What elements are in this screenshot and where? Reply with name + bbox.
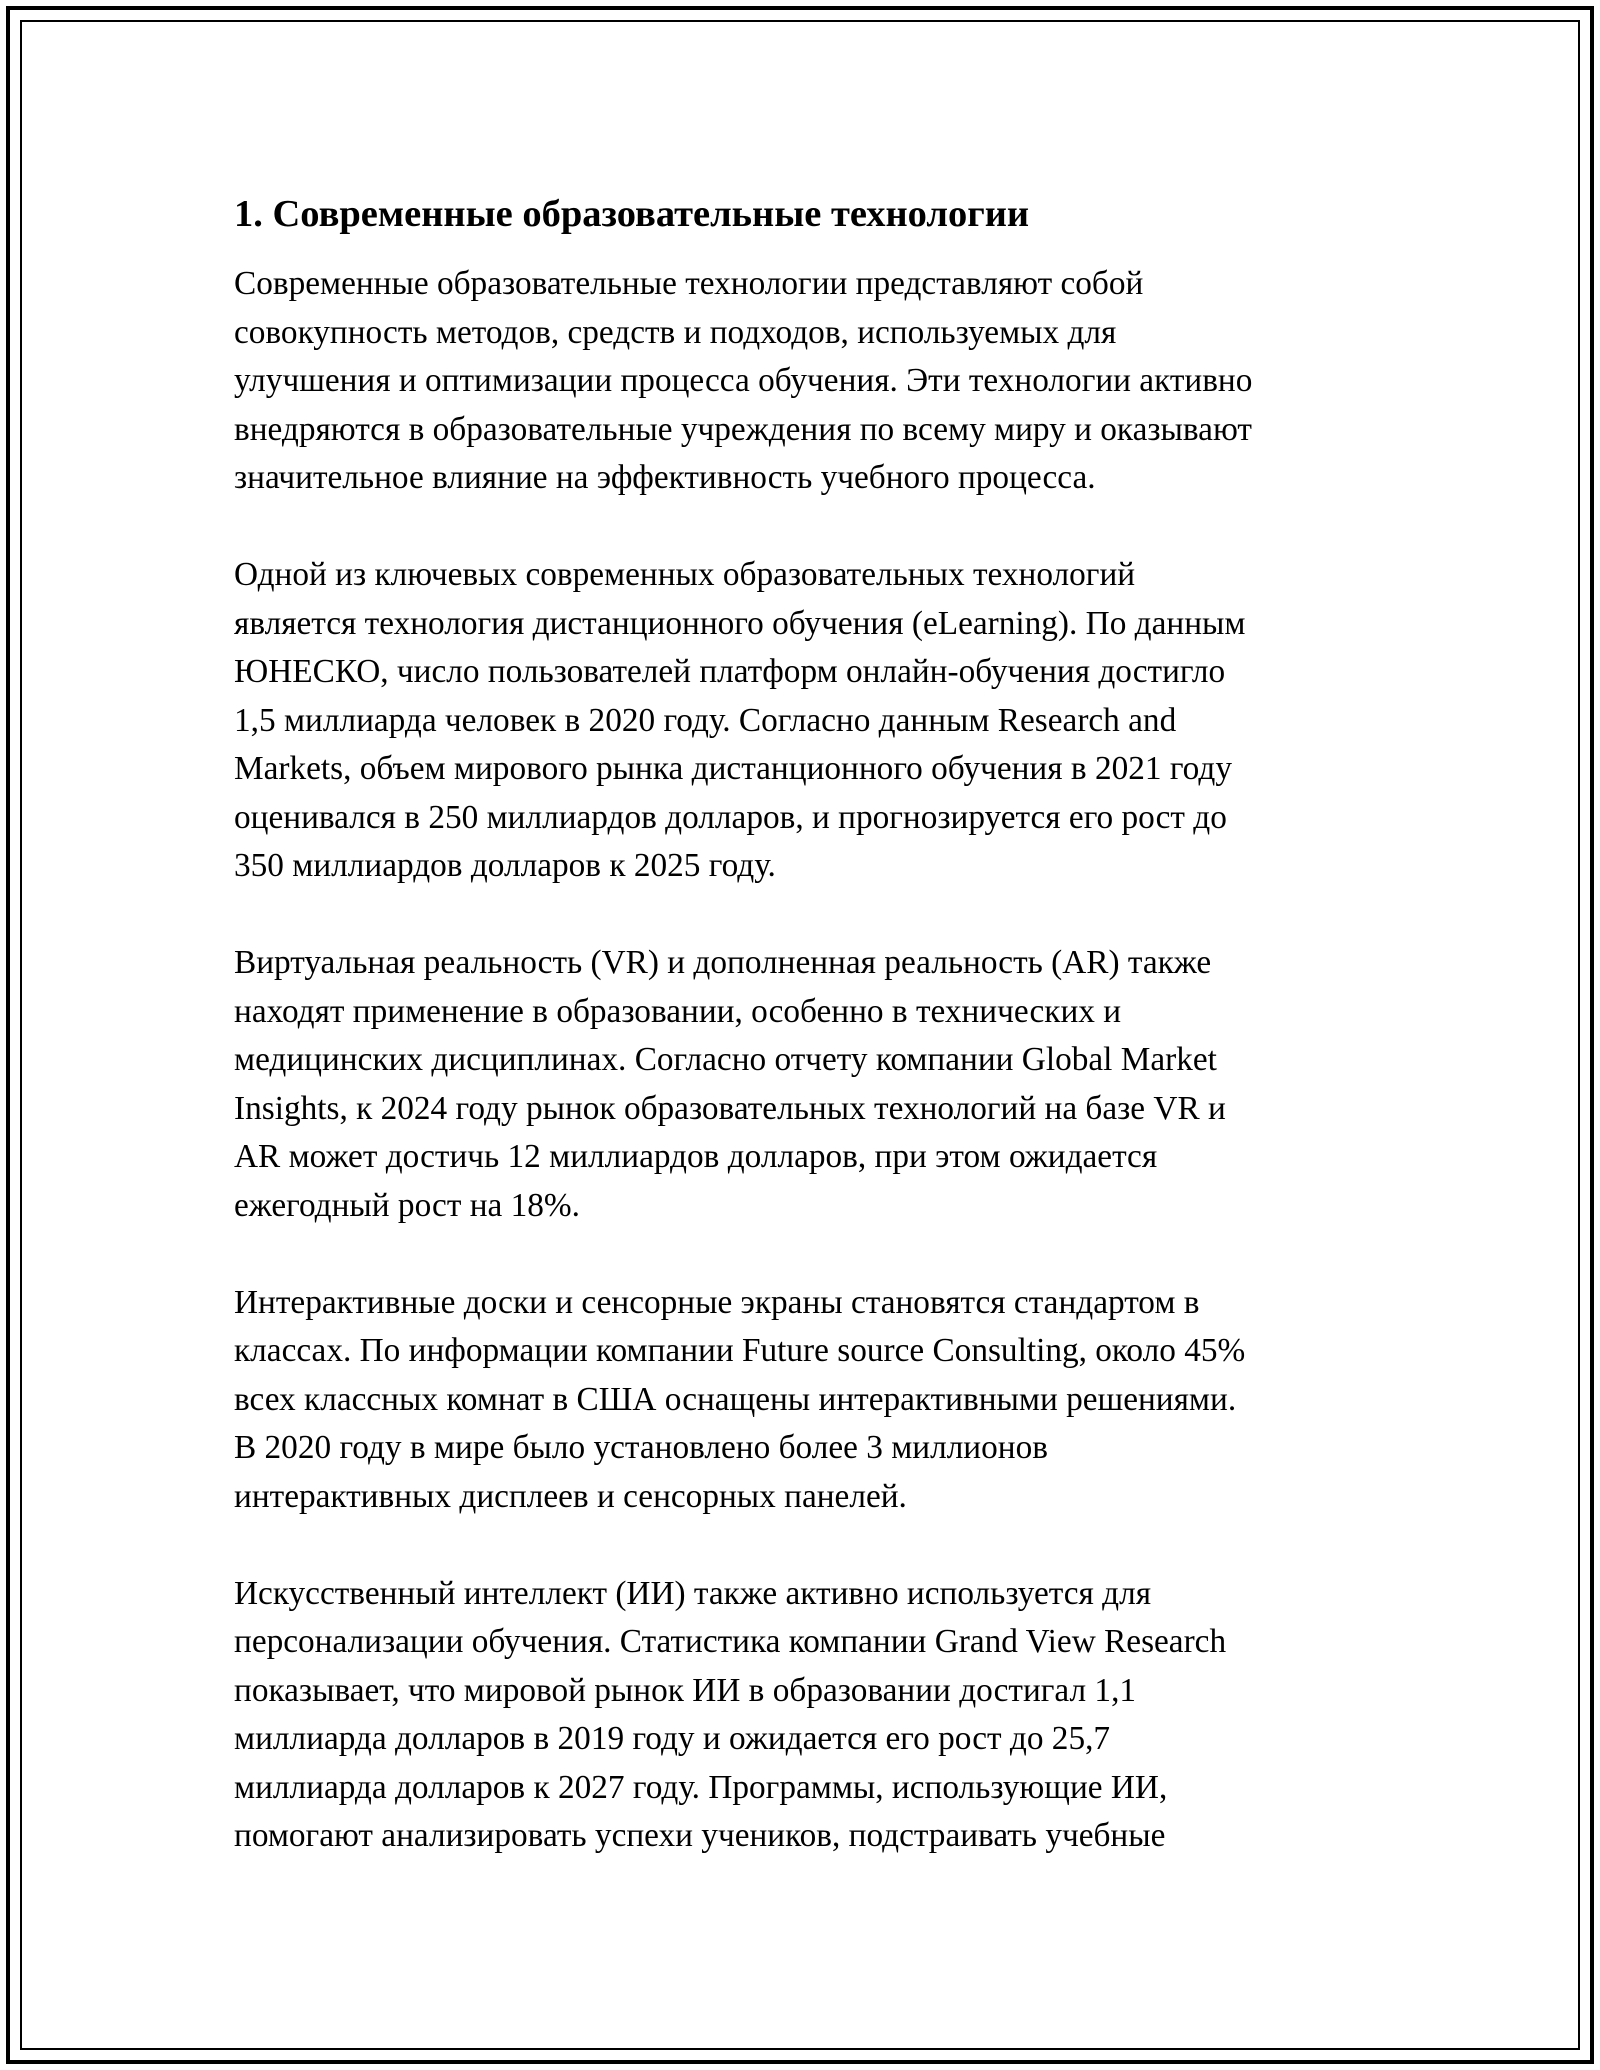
paragraph-interactive-boards: Интерактивные доски и сенсорные экраны становятся стандартом в классах. По информации компании Future source Consulting, около 45% всех классных комнат в США оснащены интерактивными решениями. В 2020 году в мире было установлено более 3 миллионов интерактивных дисплеев и сенсорных панелей. [234, 1283, 1246, 1515]
section-heading: 1. Современные образовательные технологии [234, 193, 1030, 235]
paragraph-vr-ar: Виртуальная реальность (VR) и дополненная реальность (AR) также находят применение в образовании, особенно в технических и медицинских дисциплинах. Согласно отчету компании Global Market Insights, к 2024 году рынок образовательных технологий на базе VR и AR может достичь 12 миллиардов долларов, при этом ожидается ежегодный рост на 18%. [234, 944, 1226, 1224]
paragraph-intro: Современные образовательные технологии представляют собой совокупность методов, средств и подходов, используемых для улучшения и оптимизации процесса обучения. Эти технологии активно внедряются в образовательные учреждения по всему миру и оказывают значительное влияние на эффективность учебного процесса. [234, 265, 1253, 496]
paragraph-ai: Искусственный интеллект (ИИ) также активно используется для персонализации обучения. Статистика компании Grand View Research показывает, что мировой рынок ИИ в образовании достигал 1,1 миллиарда долларов в 2019 году и ожидается его рост до 25,7 миллиарда долларов к 2027 году. Программы, использующие ИИ, помогают анализировать успехи учеников, подстраивать учебные [234, 1574, 1227, 1854]
document-body [234, 188, 1384, 1909]
paragraph-elearning: Одной из ключевых современных образовательных технологий является технология дистанционного обучения (eLearning). По данным ЮНЕСКО, число пользователей платформ онлайн-обучения достигло 1,5 миллиарда человек в 2020 году. Согласно данным Research and Markets, объем мирового рынка дистанционного обучения в 2021 году оценивался в 250 миллиардов долларов, и прогнозируется его рост до 350 миллиардов долларов к 2025 году. [234, 556, 1246, 884]
